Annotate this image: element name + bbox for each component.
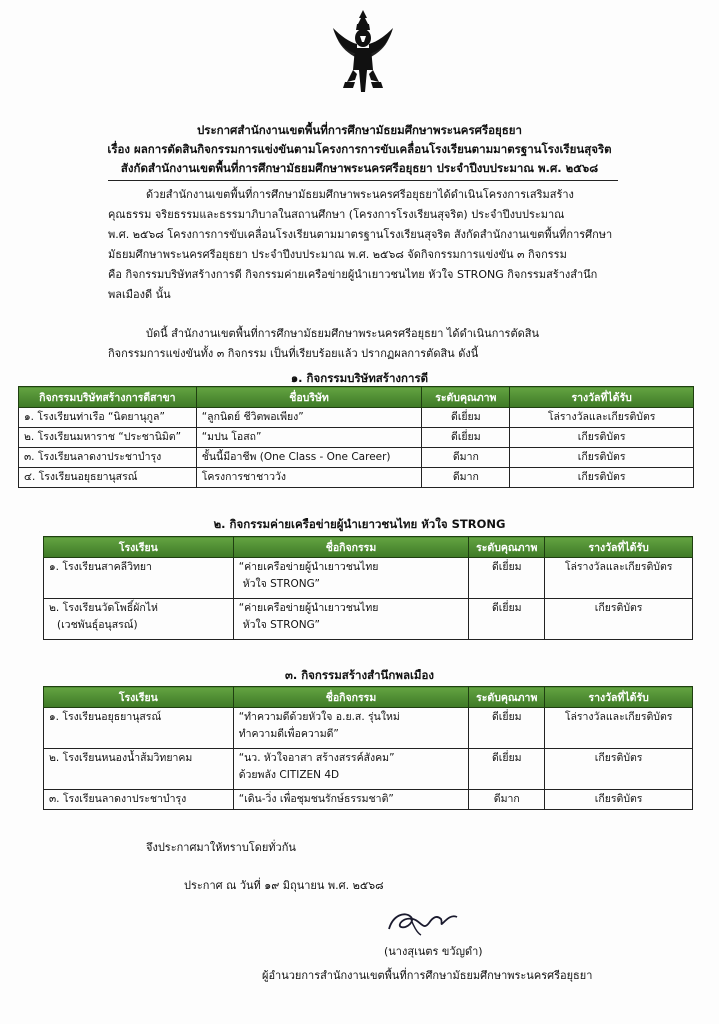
quality-cell: ดีมาก (422, 448, 510, 468)
award-cell: เกียรติบัตร (510, 468, 694, 488)
activity-line: หัวใจ STRONG” (242, 619, 320, 631)
table-row (44, 708, 693, 749)
activity-line: ด้วยพลัง CITIZEN 4D (238, 769, 340, 781)
paragraph-2-line: กิจกรรมการแข่งขันทั้ง ๓ กิจกรรม เป็นที่เรียบร้อยแล้ว ปรากฏผลการตัดสิน ดังนี้ (108, 347, 479, 360)
school-cell: ๑. โรงเรียนอยุธยานุสรณ์ (44, 708, 234, 749)
award-cell: เกียรติบัตร (545, 599, 693, 640)
school-cell: ๒. โรงเรียนมหาราช “ประชานิมิต” (19, 428, 197, 448)
signature-icon (383, 905, 463, 939)
school-cell (44, 558, 234, 599)
award-cell: เกียรติบัตร (545, 749, 693, 790)
quality-cell: ดีเยี่ยม (422, 428, 510, 448)
table-row (44, 558, 693, 599)
table-header-row (44, 687, 693, 708)
table-row (19, 468, 694, 488)
paragraph-2 (108, 324, 618, 364)
column-header: ระดับคุณภาพ (469, 687, 545, 708)
closing-statement: จึงประกาศมาให้ทราบโดยทั่วกัน (146, 841, 296, 854)
quality-cell: ดีเยี่ยม (469, 708, 545, 749)
company-cell: “มปน โอสถ” (196, 428, 422, 448)
signer-title: ผู้อำนวยการสำนักงานเขตพื้นที่การศึกษามัธยมศึกษาพระนครศรีอยุธยา (262, 969, 593, 982)
quality-cell: ดีเยี่ยม (469, 749, 545, 790)
column-header: ชื่อกิจกรรม (233, 537, 469, 558)
announcement-title: ประกาศสำนักงานเขตพื้นที่การศึกษามัธยมศึกษาพระนครศรีอยุธยา (196, 123, 522, 137)
award-cell: โล่รางวัลและเกียรติบัตร (545, 558, 693, 599)
company-cell: “ลูกนิดย์ ชีวิตพอเพียง” (196, 408, 422, 428)
activity-line: “ทำความดีด้วยหัวใจ อ.ย.ส. รุ่นใหม่ (238, 711, 400, 723)
column-header: ชื่อกิจกรรม (233, 687, 469, 708)
paragraph-1-line: มัธยมศึกษาพระนครศรีอยุธยา ประจำปีงบประมาณ พ.ศ. ๒๕๖๘ จัดกิจกรรมการแข่งขัน ๓ กิจกรรม (108, 248, 567, 261)
section-1-table (18, 386, 694, 488)
school-cell (44, 599, 234, 640)
activity-cell (233, 749, 469, 790)
quality-cell: ดีเยี่ยม (422, 408, 510, 428)
announcement-date: ประกาศ ณ วันที่ ๑๙ มิถุนายน พ.ศ. ๒๕๖๘ (184, 879, 384, 892)
announcement-subject: เรื่อง ผลการตัดสินกิจกรรมการแข่งขันตามโครงการการขับเคลื่อนโรงเรียนตามมาตรฐานโรงเรียนสุจริต (107, 142, 612, 156)
award-cell: เกียรติบัตร (510, 448, 694, 468)
activity-cell (233, 708, 469, 749)
table-row (19, 448, 694, 468)
quality-cell: ดีเยี่ยม (469, 599, 545, 640)
paragraph-2-line: บัดนี้ สำนักงานเขตพื้นที่การศึกษามัธยมศึกษาพระนครศรีอยุธยา ได้ดำเนินการตัดสิน (146, 327, 539, 340)
column-header: รางวัลที่ได้รับ (545, 687, 693, 708)
section-3-table (43, 686, 693, 810)
table-row (19, 428, 694, 448)
award-cell: โล่รางวัลและเกียรติบัตร (510, 408, 694, 428)
section-3-title: ๓. กิจกรรมสร้างสำนึกพลเมือง (284, 668, 435, 682)
quality-cell: ดีมาก (469, 790, 545, 810)
announcement-affiliation: สังกัดสำนักงานเขตพื้นที่การศึกษามัธยมศึกษาพระนครศรีอยุธยา ประจำปีงบประมาณ พ.ศ. ๒๕๖๘ (120, 161, 599, 175)
company-cell: โครงการชาชาววัง (196, 468, 422, 488)
school-cell: ๑. โรงเรียนท่าเรือ “นิตยานุกูล” (19, 408, 197, 428)
table-row (44, 790, 693, 810)
header-divider (108, 180, 618, 181)
activity-line: “ค่ายเครือข่ายผู้นำเยาวชนไทย (238, 561, 379, 573)
activity-line: ทำความดีเพื่อความดี” (238, 728, 339, 740)
school-name: ๑. โรงเรียนสาคลีวิทยา (49, 561, 152, 573)
quality-cell: ดีมาก (422, 468, 510, 488)
paragraph-1-line: ด้วยสำนักงานเขตพื้นที่การศึกษามัธยมศึกษาพระนครศรีอยุธยาได้ดำเนินโครงการเสริมสร้าง (146, 188, 574, 201)
table-header-row (44, 537, 693, 558)
award-cell: เกียรติบัตร (545, 790, 693, 810)
school-name: ๒. โรงเรียนวัดโพธิ์ผักไห่ (49, 602, 158, 614)
activity-line: “ค่ายเครือข่ายผู้นำเยาวชนไทย (238, 602, 379, 614)
table-row (44, 749, 693, 790)
signer-name: (นางสุเนตร ขวัญดำ) (384, 945, 483, 958)
activity-line: “นว. หัวใจอาสา สร้างสรรค์สังคม” (238, 752, 395, 764)
award-cell: เกียรติบัตร (510, 428, 694, 448)
column-header: โรงเรียน (44, 537, 234, 558)
paragraph-1-line: คุณธรรม จริยธรรมและธรรมาภิบาลในสถานศึกษา (โครงการโรงเรียนสุจริต) ประจำปีงบประมาณ (108, 208, 565, 221)
column-header: รางวัลที่ได้รับ (545, 537, 693, 558)
column-header: ระดับคุณภาพ (469, 537, 545, 558)
table-row (19, 408, 694, 428)
school-cell: ๓. โรงเรียนลาดงาประชาบำรุง (44, 790, 234, 810)
section-2-table (43, 536, 693, 640)
activity-cell: “เดิน-วิ่ง เพื่อชุมชนรักษ์ธรรมชาติ” (233, 790, 469, 810)
school-cell: ๔. โรงเรียนอยุธยานุสรณ์ (19, 468, 197, 488)
company-cell: ชั้นนี้มีอาชีพ (One Class - One Career) (196, 448, 422, 468)
paragraph-1-line: พลเมืองดี นั้น (108, 288, 171, 301)
column-header: ชื่อบริษัท (196, 387, 422, 408)
section-2-title: ๒. กิจกรรมค่ายเครือข่ายผู้นำเยาวชนไทย หัวใจ STRONG (213, 517, 506, 531)
table-header-row (19, 387, 694, 408)
school-name-line: (เวชพันธุ์อนุสรณ์) (57, 619, 138, 631)
column-header: กิจกรรมบริษัทสร้างการดีสาขา (19, 387, 197, 408)
column-header: รางวัลที่ได้รับ (510, 387, 694, 408)
award-cell: โล่รางวัลและเกียรติบัตร (545, 708, 693, 749)
activity-line: หัวใจ STRONG” (242, 578, 320, 590)
garuda-emblem-icon (331, 8, 395, 94)
column-header: ระดับคุณภาพ (422, 387, 510, 408)
paragraph-1-line: คือ กิจกรรมบริษัทสร้างการดี กิจกรรมค่ายเครือข่ายผู้นำเยาวชนไทย หัวใจ STRONG กิจกรรมสร้างสำนึก (108, 268, 598, 281)
school-cell: ๓. โรงเรียนลาดงาประชาบำรุง (19, 448, 197, 468)
table-row (44, 599, 693, 640)
section-1-title: ๑. กิจกรรมบริษัทสร้างการดี (290, 371, 429, 385)
school-cell: ๒. โรงเรียนหนองน้ำส้มวิทยาคม (44, 749, 234, 790)
paragraph-1 (108, 185, 618, 305)
quality-cell: ดีเยี่ยม (469, 558, 545, 599)
activity-cell (233, 599, 469, 640)
paragraph-1-line: พ.ศ. ๒๕๖๘ โครงการการขับเคลื่อนโรงเรียนตามมาตรฐานโรงเรียนสุจริต สังกัดสำนักงานเขตพื้นที่การศึกษา (108, 228, 613, 241)
activity-cell (233, 558, 469, 599)
column-header: โรงเรียน (44, 687, 234, 708)
